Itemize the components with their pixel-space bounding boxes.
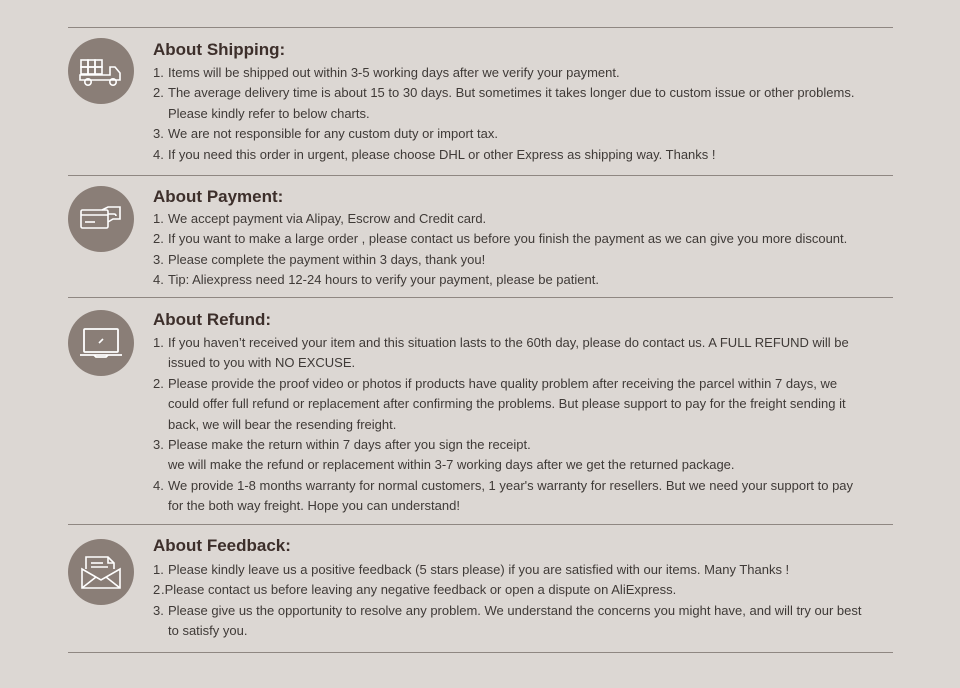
item-text: .Please contact us before leaving any negative feedback or open a dispute on AliExpress. (161, 582, 677, 598)
item-text: If you haven’t received your item and this situation lasts to the 60th day, please do contact us. A FULL REFUND will be (168, 335, 849, 350)
list-item (153, 270, 893, 290)
item-number: 3. (153, 437, 164, 453)
item-text-continued: we will make the refund or replacement within 3-7 working days after we get the returned package. (168, 457, 735, 473)
item-text-continued: Please kindly refer to below charts. (168, 105, 370, 121)
section-list (153, 333, 893, 517)
divider-shipping-payment (68, 175, 893, 176)
item-number: 4. (153, 272, 164, 288)
list-item (153, 333, 893, 374)
item-number: 1. (153, 335, 164, 350)
list-item (153, 83, 893, 124)
list-item (153, 229, 893, 249)
section-title: About Shipping: (153, 40, 286, 59)
section-list (153, 209, 893, 291)
item-text: Please kindly leave us a positive feedback (5 stars please) if you are satisfied with our items. Many Thanks ! (168, 562, 790, 577)
item-number: 4. (153, 146, 164, 162)
list-item (153, 124, 893, 144)
divider-payment-refund (68, 297, 893, 298)
item-text-continued: back, we will bear the resending freight. (168, 416, 397, 432)
list-item (153, 601, 893, 642)
credit-card-hand-icon (68, 186, 134, 252)
item-text: If you need this order in urgent, please choose DHL or other Express as shipping way. Thanks ! (168, 146, 716, 162)
item-text: Tip: Aliexpress need 12-24 hours to verify your payment, please be patient. (168, 272, 599, 288)
item-number: 3. (153, 251, 164, 267)
envelope-icon (68, 539, 134, 605)
list-item (153, 476, 893, 517)
divider-top (68, 27, 893, 28)
item-text: Items will be shipped out within 3-5 working days after we verify your payment. (168, 65, 620, 80)
list-item (153, 145, 893, 165)
item-text: Please give us the opportunity to resolve any problem. We understand the concerns you might have, and will try our best (168, 602, 862, 618)
section-title: About Feedback: (153, 536, 291, 555)
list-item (153, 560, 893, 580)
item-text-continued: to satisfy you. (168, 623, 248, 639)
item-text: If you want to make a large order , please contact us before you finish the payment as we can give you more discount. (168, 231, 848, 247)
item-text-continued: for the both way freight. Hope you can understand! (168, 498, 460, 514)
item-text: Please provide the proof video or photos if products have quality problem after receiving the parcel within 7 days, we (168, 375, 838, 391)
item-text: The average delivery time is about 15 to 30 days. But sometimes it takes longer due to custom issue or other problems. (168, 85, 855, 101)
list-item (153, 580, 893, 600)
item-text: Please make the return within 7 days after you sign the receipt. (168, 437, 531, 453)
list-item (153, 435, 893, 476)
item-number: 3. (153, 126, 164, 142)
item-number: 2. (153, 375, 164, 391)
list-item (153, 374, 893, 435)
divider-bottom (68, 652, 893, 653)
list-item (153, 63, 893, 83)
item-number: 1. (153, 562, 164, 577)
item-number: 1. (153, 211, 164, 226)
item-number: 1. (153, 65, 164, 80)
section-title: About Refund: (153, 310, 272, 329)
list-item (153, 209, 893, 229)
section-list (153, 63, 893, 165)
item-text: We provide 1-8 months warranty for normal customers, 1 year's warranty for resellers. But we need your support to pay (168, 477, 854, 493)
divider-refund-feedback (68, 524, 893, 525)
item-number: 2 (153, 582, 161, 598)
item-number: 2. (153, 85, 164, 101)
item-number: 3. (153, 602, 164, 618)
laptop-icon (68, 310, 134, 376)
section-list (153, 560, 893, 642)
item-number: 2. (153, 231, 164, 247)
item-text: We are not responsible for any custom duty or import tax. (168, 126, 498, 142)
item-text-continued: could offer full refund or replacement after confirming the problems. But please support to pay for the freight sending it (168, 396, 846, 412)
list-item (153, 250, 893, 270)
section-title: About Payment: (153, 187, 284, 206)
item-number: 4. (153, 477, 164, 493)
truck-icon (68, 38, 134, 104)
item-text-continued: issued to you with NO EXCUSE. (168, 355, 356, 371)
item-text: We accept payment via Alipay, Escrow and Credit card. (168, 211, 487, 226)
item-text: Please complete the payment within 3 days, thank you! (168, 251, 486, 267)
